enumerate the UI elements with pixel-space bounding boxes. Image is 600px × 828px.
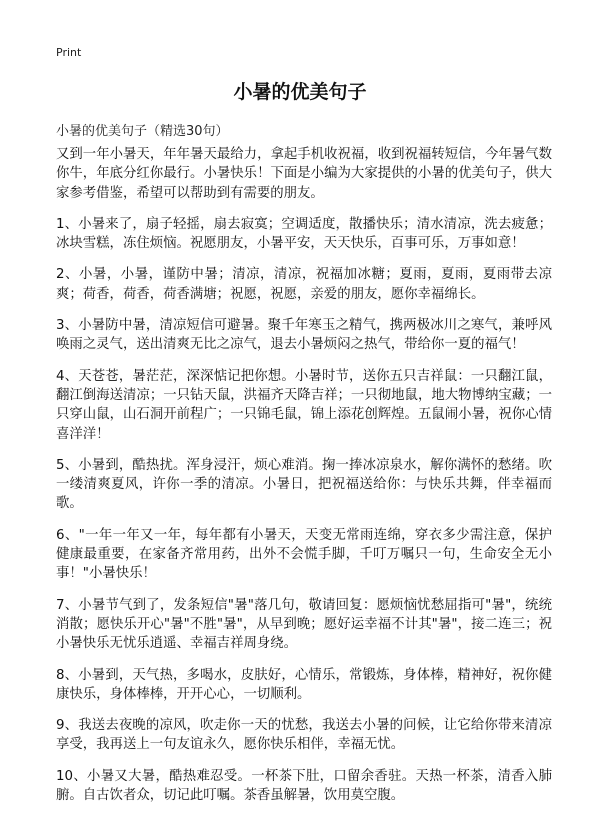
- sentence-item-10: 10、小暑又大暑，酷热难忍受。一杯茶下肚，口留余香驻。天热一杯茶，清香入肺腑。自古饮者众，切记此叮嘱。茶香虽解暑，饮用莫空腹。: [56, 768, 552, 804]
- sentence-item-6: 6、"一年一年又一年，每年都有小暑天，天变无常雨连绵，穿衣多少需注意，保护健康最重要，在家备齐常用药，出外不会慌手脚，千叮万嘱只一句，生命安全无小事！"小暑快乐！: [56, 527, 552, 582]
- print-label: Print: [56, 46, 82, 59]
- sentence-item-1: 1、小暑来了，扇子轻摇，扇去寂寞；空调适度，散播快乐；清水清凉，洗去疲惫；冰块雪糕，冻住烦恼。祝愿朋友，小暑平安，天天快乐，百事可乐，万事如意！: [56, 216, 552, 252]
- sentence-item-9: 9、我送去夜晚的凉风，吹走你一天的忧愁，我送去小暑的问候，让它给你带来清凉享受，我再送上一句友谊永久，愿你快乐相伴，幸福无忧。: [56, 718, 552, 753]
- page-title: 小暑的优美句子: [233, 81, 367, 103]
- document-subtitle: 小暑的优美句子（精选30句）: [56, 124, 229, 139]
- sentence-item-4: 4、天苍苍，暑茫茫，深深惦记把你想。小暑时节，送你五只吉祥鼠：一只翻江鼠，翻江倒海送清凉；一只钻天鼠，洪福齐天降吉祥；一只彻地鼠，地大物博纳宝藏；一只穿山鼠，山石洞开前程广；一只锦毛鼠，锦上添花创辉煌。五鼠闹小暑，祝你心情喜洋洋！: [56, 368, 552, 442]
- sentence-item-8: 8、小暑到，天气热，多喝水，皮肤好，心情乐，常锻炼，身体棒，精神好，祝你健康快乐，身体棒棒，开开心心，一切顺利。: [56, 667, 552, 702]
- sentence-item-2: 2、小暑，小暑，谨防中暑；清凉，清凉，祝福加冰糖；夏雨，夏雨，夏雨带去凉爽；荷香，荷香，荷香满塘；祝愿，祝愿，亲爱的朋友，愿你幸福绵长。: [56, 267, 552, 302]
- sentence-item-7: 7、小暑节气到了，发条短信"暑"落几句，敬请回复：愿烦恼忧愁屈指可"暑"，统统消散；愿快乐开心"暑"不胜"暑"，从早到晚；愿好运幸福不计其"暑"，接二连三；祝小暑快乐无忧乐逍遥、幸福吉祥周身绕。: [56, 597, 552, 652]
- document-body: [56, 145, 552, 817]
- sentence-item-3: 3、小暑防中暑，清凉短信可避暑。聚千年寒玉之精气，携两极冰川之寒气，兼呼风唤雨之灵气，送出清爽无比之凉气，退去小暑烦闷之热气，带给你一夏的福气！: [56, 318, 552, 353]
- intro-paragraph: 又到一年小暑天，年年暑天最给力，拿起手机收祝福，收到祝福转短信，今年暑气数你牛，年底分红你最行。小暑快乐！下面是小编为大家提供的小暑的优美句子，供大家参考借鉴，希望可以帮助到有需要的朋友。: [56, 147, 552, 201]
- sentence-item-5: 5、小暑到，酷热扰。浑身浸汗，烦心难消。掬一捧冰凉泉水，解你满怀的愁绪。吹一缕清爽夏风，许你一季的清凉。小暑日，把祝福送给你：与快乐共舞，伴幸福而歌。: [56, 457, 552, 512]
